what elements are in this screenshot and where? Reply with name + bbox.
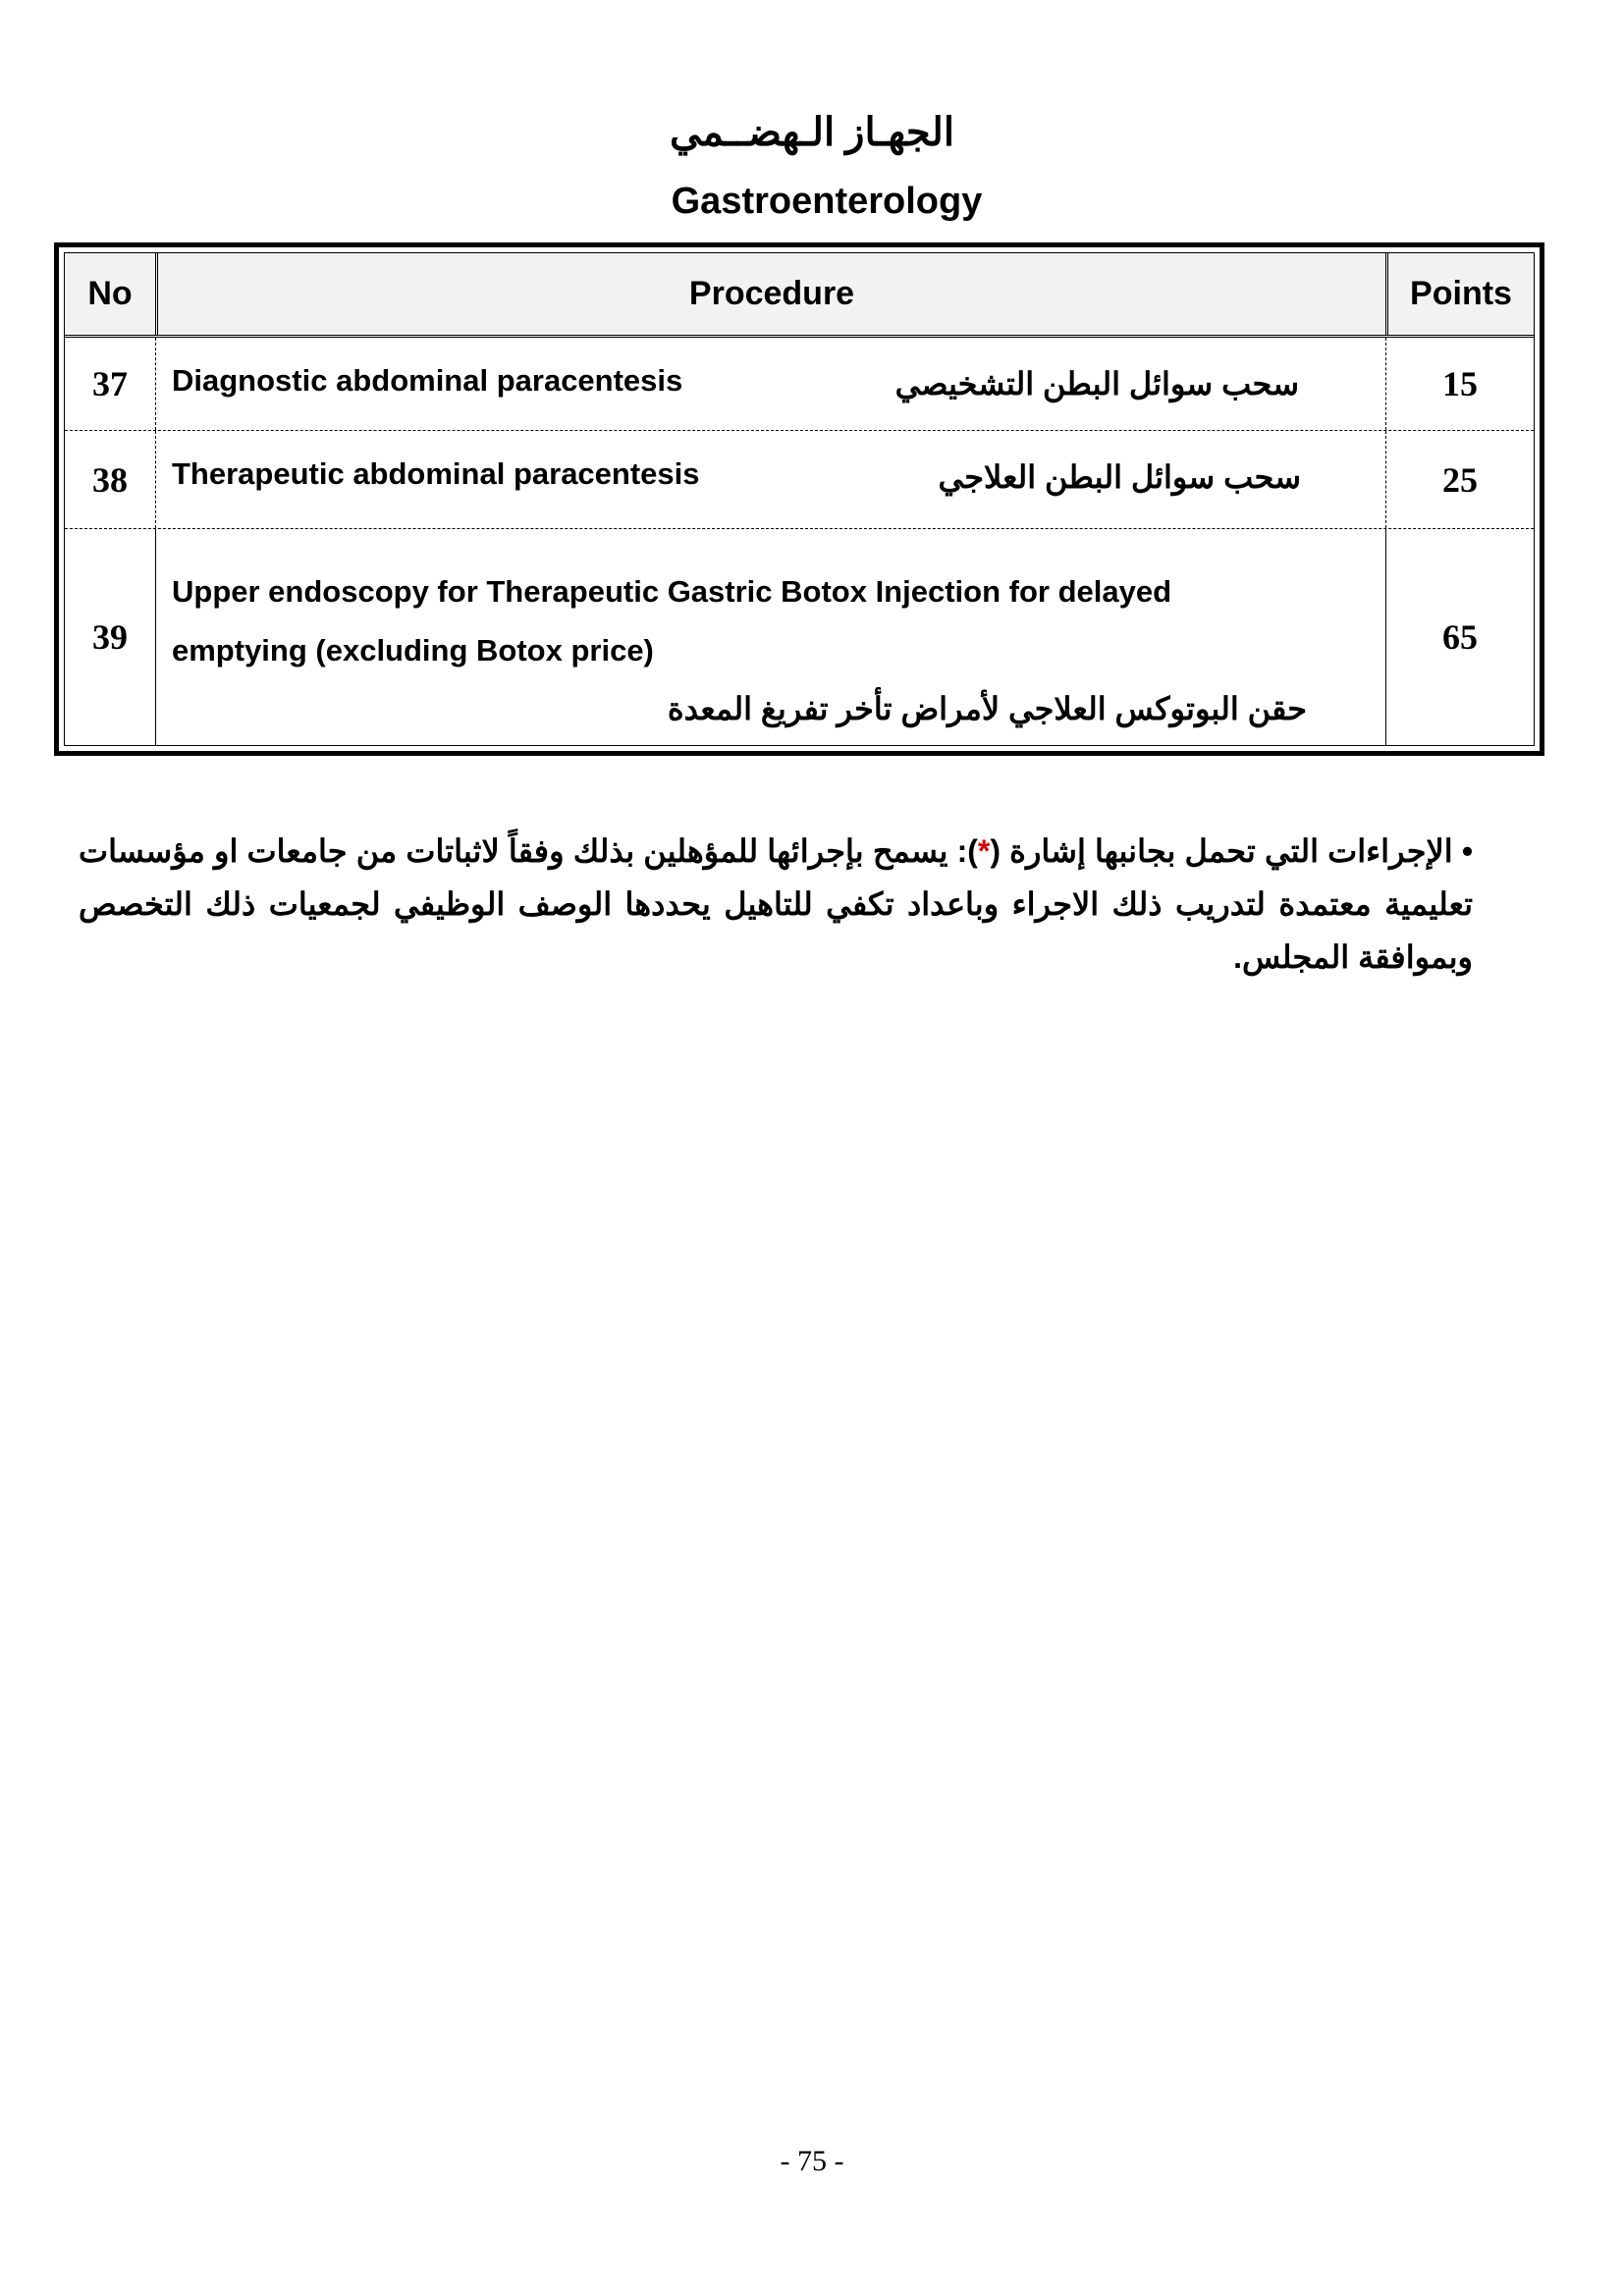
row-points: 25 (1385, 431, 1534, 528)
row-procedure (155, 529, 1385, 745)
procedure-en: Therapeutic abdominal paracentesis (172, 456, 700, 491)
footnote (79, 825, 1473, 984)
procedure-ar: حقن البوتوكس العلاجي لأمراض تأخر تفريغ المعدة (667, 691, 1307, 726)
section-title-arabic: الجهـاز الـهضــمي (670, 111, 954, 154)
footnote-text-1: الإجراءات التي تحمل بجانبها إشارة ( (990, 833, 1453, 869)
row-procedure (155, 431, 1385, 528)
bullet: • (1461, 833, 1474, 869)
procedure-en-line2: emptying (excluding Botox price) (172, 633, 654, 667)
procedure-en: Diagnostic abdominal paracentesis (172, 363, 683, 398)
section-title-english: Gastroenterology (671, 181, 983, 222)
footnote-text-2: ): يسمح بإجرائها للمؤهلين بذلك وفقاً لاثباتات من جامعات او مؤسسات تعليمية معتمدة لتدريب ذلك الاجراء وباعداد تكفي للتاهيل يحددها الوصف الوظيفي لجمعيات ذلك التخصص وبموافقة المجلس. (79, 833, 1473, 975)
procedure-en-line1: Upper endoscopy for Therapeutic Gastric Botox Injection for delayed (172, 574, 1172, 609)
row-no: 38 (92, 459, 128, 500)
header-no: No (87, 275, 133, 312)
table-row (65, 338, 1534, 431)
row-no: 37 (92, 364, 128, 403)
procedure-ar: سحب سوائل البطن التشخيصي (894, 366, 1299, 401)
header-procedure: Procedure (155, 253, 1385, 335)
row-no: 39 (92, 617, 128, 657)
page-number: - 75 - (780, 2145, 844, 2177)
asterisk-marker: * (977, 833, 991, 869)
table-header-row (65, 253, 1534, 338)
row-points: 65 (1385, 529, 1534, 745)
row-procedure (155, 338, 1385, 430)
row-points: 15 (1385, 338, 1534, 430)
table-row (65, 529, 1534, 745)
procedures-table (54, 242, 1544, 756)
table-row (65, 431, 1534, 529)
procedure-ar: سحب سوائل البطن العلاجي (938, 459, 1301, 495)
header-points: Points (1385, 253, 1534, 335)
